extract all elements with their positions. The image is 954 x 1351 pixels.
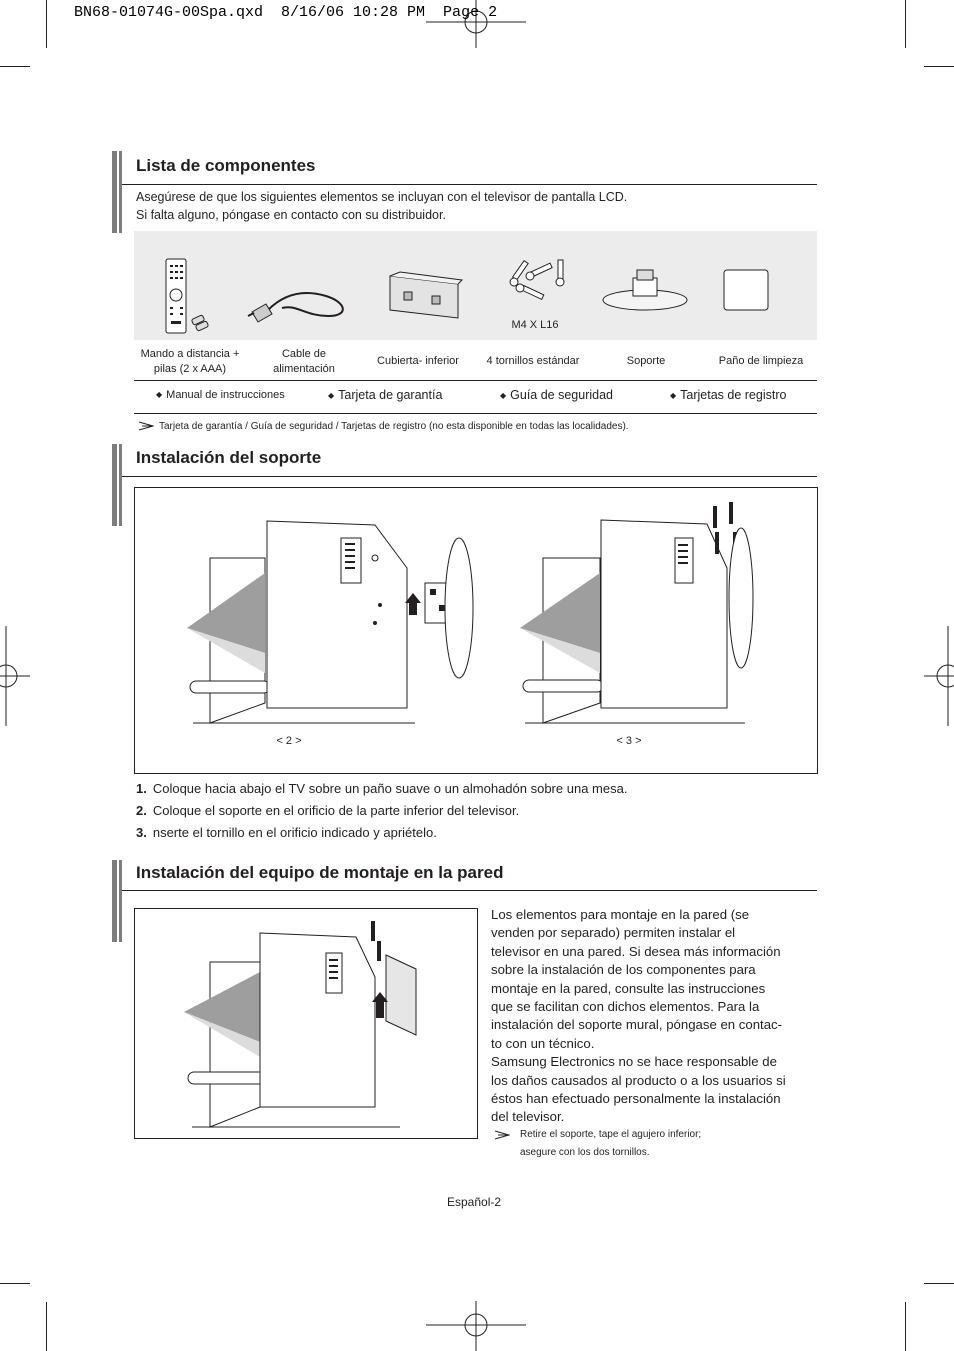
wall-note-line-2: asegure con los dos tornillos.: [520, 1147, 650, 1158]
wall-mount-illustration: [180, 917, 470, 1132]
stand-step-2-illustration: [175, 513, 485, 728]
crop-mark: [0, 66, 30, 67]
wall-title: Instalación del equipo de montaje en la pared: [136, 863, 504, 882]
components-note: Tarjeta de garantía / Guía de seguridad / Tarjetas de registro (no esta disponible en todas las localidades).: [159, 421, 629, 432]
components-intro-2: Si falta alguno, póngase en contacto con su distribuidor.: [136, 208, 446, 222]
item-caption: Mando a distancia + pilas (2 x AAA): [140, 348, 240, 375]
registration-mark-icon: [0, 626, 30, 726]
item-caption: Soporte: [626, 355, 666, 367]
note-arrow-icon: [494, 1130, 510, 1140]
crop-mark: [46, 0, 47, 48]
stand-step-3-illustration: [515, 498, 775, 728]
wall-note-line-1: Retire el soporte, tape el agujero inferior;: [520, 1129, 702, 1140]
accessory-item: ◆ Tarjeta de garantía: [328, 388, 443, 402]
stand-figure-box: [134, 487, 818, 774]
accessory-item: ◆ Guía de seguridad: [500, 388, 614, 402]
wall-figure-box: [134, 908, 478, 1139]
stand-step: 2. Coloque el soporte en el orificio de la parte inferior del televisor.: [136, 803, 520, 818]
crop-mark: [46, 1302, 47, 1351]
item-caption: Paño de limpieza: [718, 355, 804, 367]
screws-icon: [500, 254, 580, 314]
accessory-item: ◆ Manual de instrucciones: [156, 389, 285, 401]
accessories-rule-top: [134, 380, 817, 381]
item-caption: Cubierta- inferior: [377, 355, 459, 367]
section-rule: [122, 890, 817, 891]
crop-mark: [905, 0, 906, 48]
item-caption: 4 tornillos estándar: [486, 355, 580, 367]
crop-mark: [0, 1283, 30, 1284]
stand-title: Instalación del soporte: [136, 448, 322, 467]
note-arrow-icon: [138, 421, 154, 431]
crop-mark: [924, 1283, 954, 1284]
figure-label-2: < 2 >: [276, 735, 302, 747]
registration-mark-icon: [426, 1301, 526, 1351]
section-bar: [112, 151, 122, 233]
file-slug: BN68-01074G-00Spa.qxd 8/16/06 10:28 PM Page 2: [74, 4, 498, 21]
stand-step: 3. nserte el tornillo en el orificio indicado y apriételo.: [136, 825, 437, 840]
cleaning-cloth-icon: [718, 266, 774, 314]
page-footer: Español-2: [447, 1195, 502, 1209]
remote-control-icon: [162, 257, 212, 337]
section-bar: [112, 444, 122, 526]
section-rule: [122, 184, 817, 185]
section-bar: [112, 860, 122, 942]
item-caption: Cable de alimentación: [273, 348, 335, 375]
components-intro-1: Asegúrese de que los siguientes elementos se incluyan con el televisor de pantalla LCD.: [136, 190, 628, 204]
accessory-item: ◆ Tarjetas de registro: [670, 388, 787, 402]
screw-spec: M4 X L16: [511, 319, 559, 331]
figure-label-3: < 3 >: [616, 735, 642, 747]
stand-step: 1. Coloque hacia abajo el TV sobre un paño suave o un almohadón sobre una mesa.: [136, 781, 628, 796]
registration-mark-icon: [924, 626, 954, 726]
section-rule: [122, 476, 817, 477]
components-title: Lista de componentes: [136, 156, 316, 175]
accessories-rule-bottom: [134, 413, 817, 414]
components-panel: [134, 231, 817, 340]
bottom-cover-icon: [384, 270, 464, 322]
stand-icon: [598, 266, 693, 316]
wall-description: Los elementos para montaje en la pared (se venden por separado) permiten instalar el televisor en una pared. Si desea más información sobre la instalación de los componentes para montaje en la pared, consulte las instrucciones que se facilitan con dichos elementos. Para la instalación del soporte mural, póngase en contac- to con un técnico. Samsung Electronics no se hace responsable de los daños causados al producto o a los usuarios si éstos han efectuado personalmente la instalación del televisor.: [491, 907, 786, 1125]
power-cable-icon: [246, 282, 356, 327]
crop-mark: [924, 66, 954, 67]
crop-mark: [905, 1302, 906, 1351]
